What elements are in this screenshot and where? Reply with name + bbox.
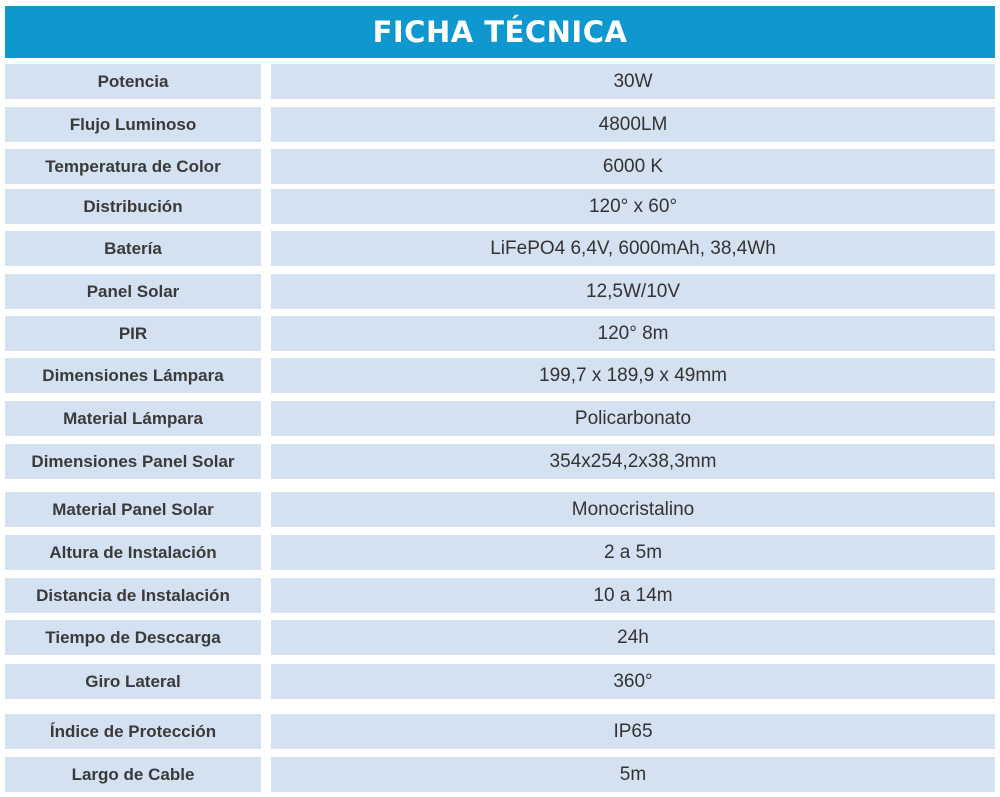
spec-label: Giro Lateral (5, 664, 261, 699)
spec-label: PIR (5, 316, 261, 351)
spec-row (5, 664, 995, 699)
spec-value: 5m (271, 757, 995, 792)
spec-row (5, 231, 995, 266)
spec-value: 24h (271, 620, 995, 655)
spec-row (5, 316, 995, 351)
spec-value: 12,5W/10V (271, 274, 995, 309)
spec-value: 360° (271, 664, 995, 699)
spec-value: 4800LM (271, 107, 995, 142)
spec-value: 10 a 14m (271, 578, 995, 613)
spec-row (5, 578, 995, 613)
spec-label: Distancia de Instalación (5, 578, 261, 613)
spec-label: Panel Solar (5, 274, 261, 309)
spec-value: 2 a 5m (271, 535, 995, 570)
spec-label: Largo de Cable (5, 757, 261, 792)
spec-row (5, 620, 995, 655)
spec-value: Monocristalino (271, 492, 995, 527)
spec-row (5, 64, 995, 99)
spec-row (5, 492, 995, 527)
spec-row (5, 757, 995, 792)
spec-label: Índice de Protección (5, 714, 261, 749)
spec-value: 30W (271, 64, 995, 99)
spec-row (5, 535, 995, 570)
spec-label: Batería (5, 231, 261, 266)
spec-label: Dimensiones Lámpara (5, 358, 261, 393)
page-title: FICHA TÉCNICA (372, 15, 628, 49)
spec-value: IP65 (271, 714, 995, 749)
spec-label: Potencia (5, 64, 261, 99)
spec-row (5, 107, 995, 142)
spec-label: Tiempo de Desccarga (5, 620, 261, 655)
spec-value: 120° 8m (271, 316, 995, 351)
spec-label: Distribución (5, 189, 261, 224)
spec-value: Policarbonato (271, 401, 995, 436)
spec-row (5, 274, 995, 309)
spec-row (5, 189, 995, 224)
spec-label: Altura de Instalación (5, 535, 261, 570)
spec-value: 199,7 x 189,9 x 49mm (271, 358, 995, 393)
spec-label: Flujo Luminoso (5, 107, 261, 142)
spec-row (5, 358, 995, 393)
spec-value: LiFePO4 6,4V, 6000mAh, 38,4Wh (271, 231, 995, 266)
spec-row (5, 714, 995, 749)
spec-label: Dimensiones Panel Solar (5, 444, 261, 479)
spec-value: 120° x 60° (271, 189, 995, 224)
spec-label: Temperatura de Color (5, 149, 261, 184)
spec-row (5, 401, 995, 436)
spec-value: 6000 K (271, 149, 995, 184)
spec-row (5, 444, 995, 479)
header-bar (5, 6, 995, 58)
spec-label: Material Lámpara (5, 401, 261, 436)
spec-label: Material Panel Solar (5, 492, 261, 527)
spec-value: 354x254,2x38,3mm (271, 444, 995, 479)
spec-row (5, 149, 995, 184)
